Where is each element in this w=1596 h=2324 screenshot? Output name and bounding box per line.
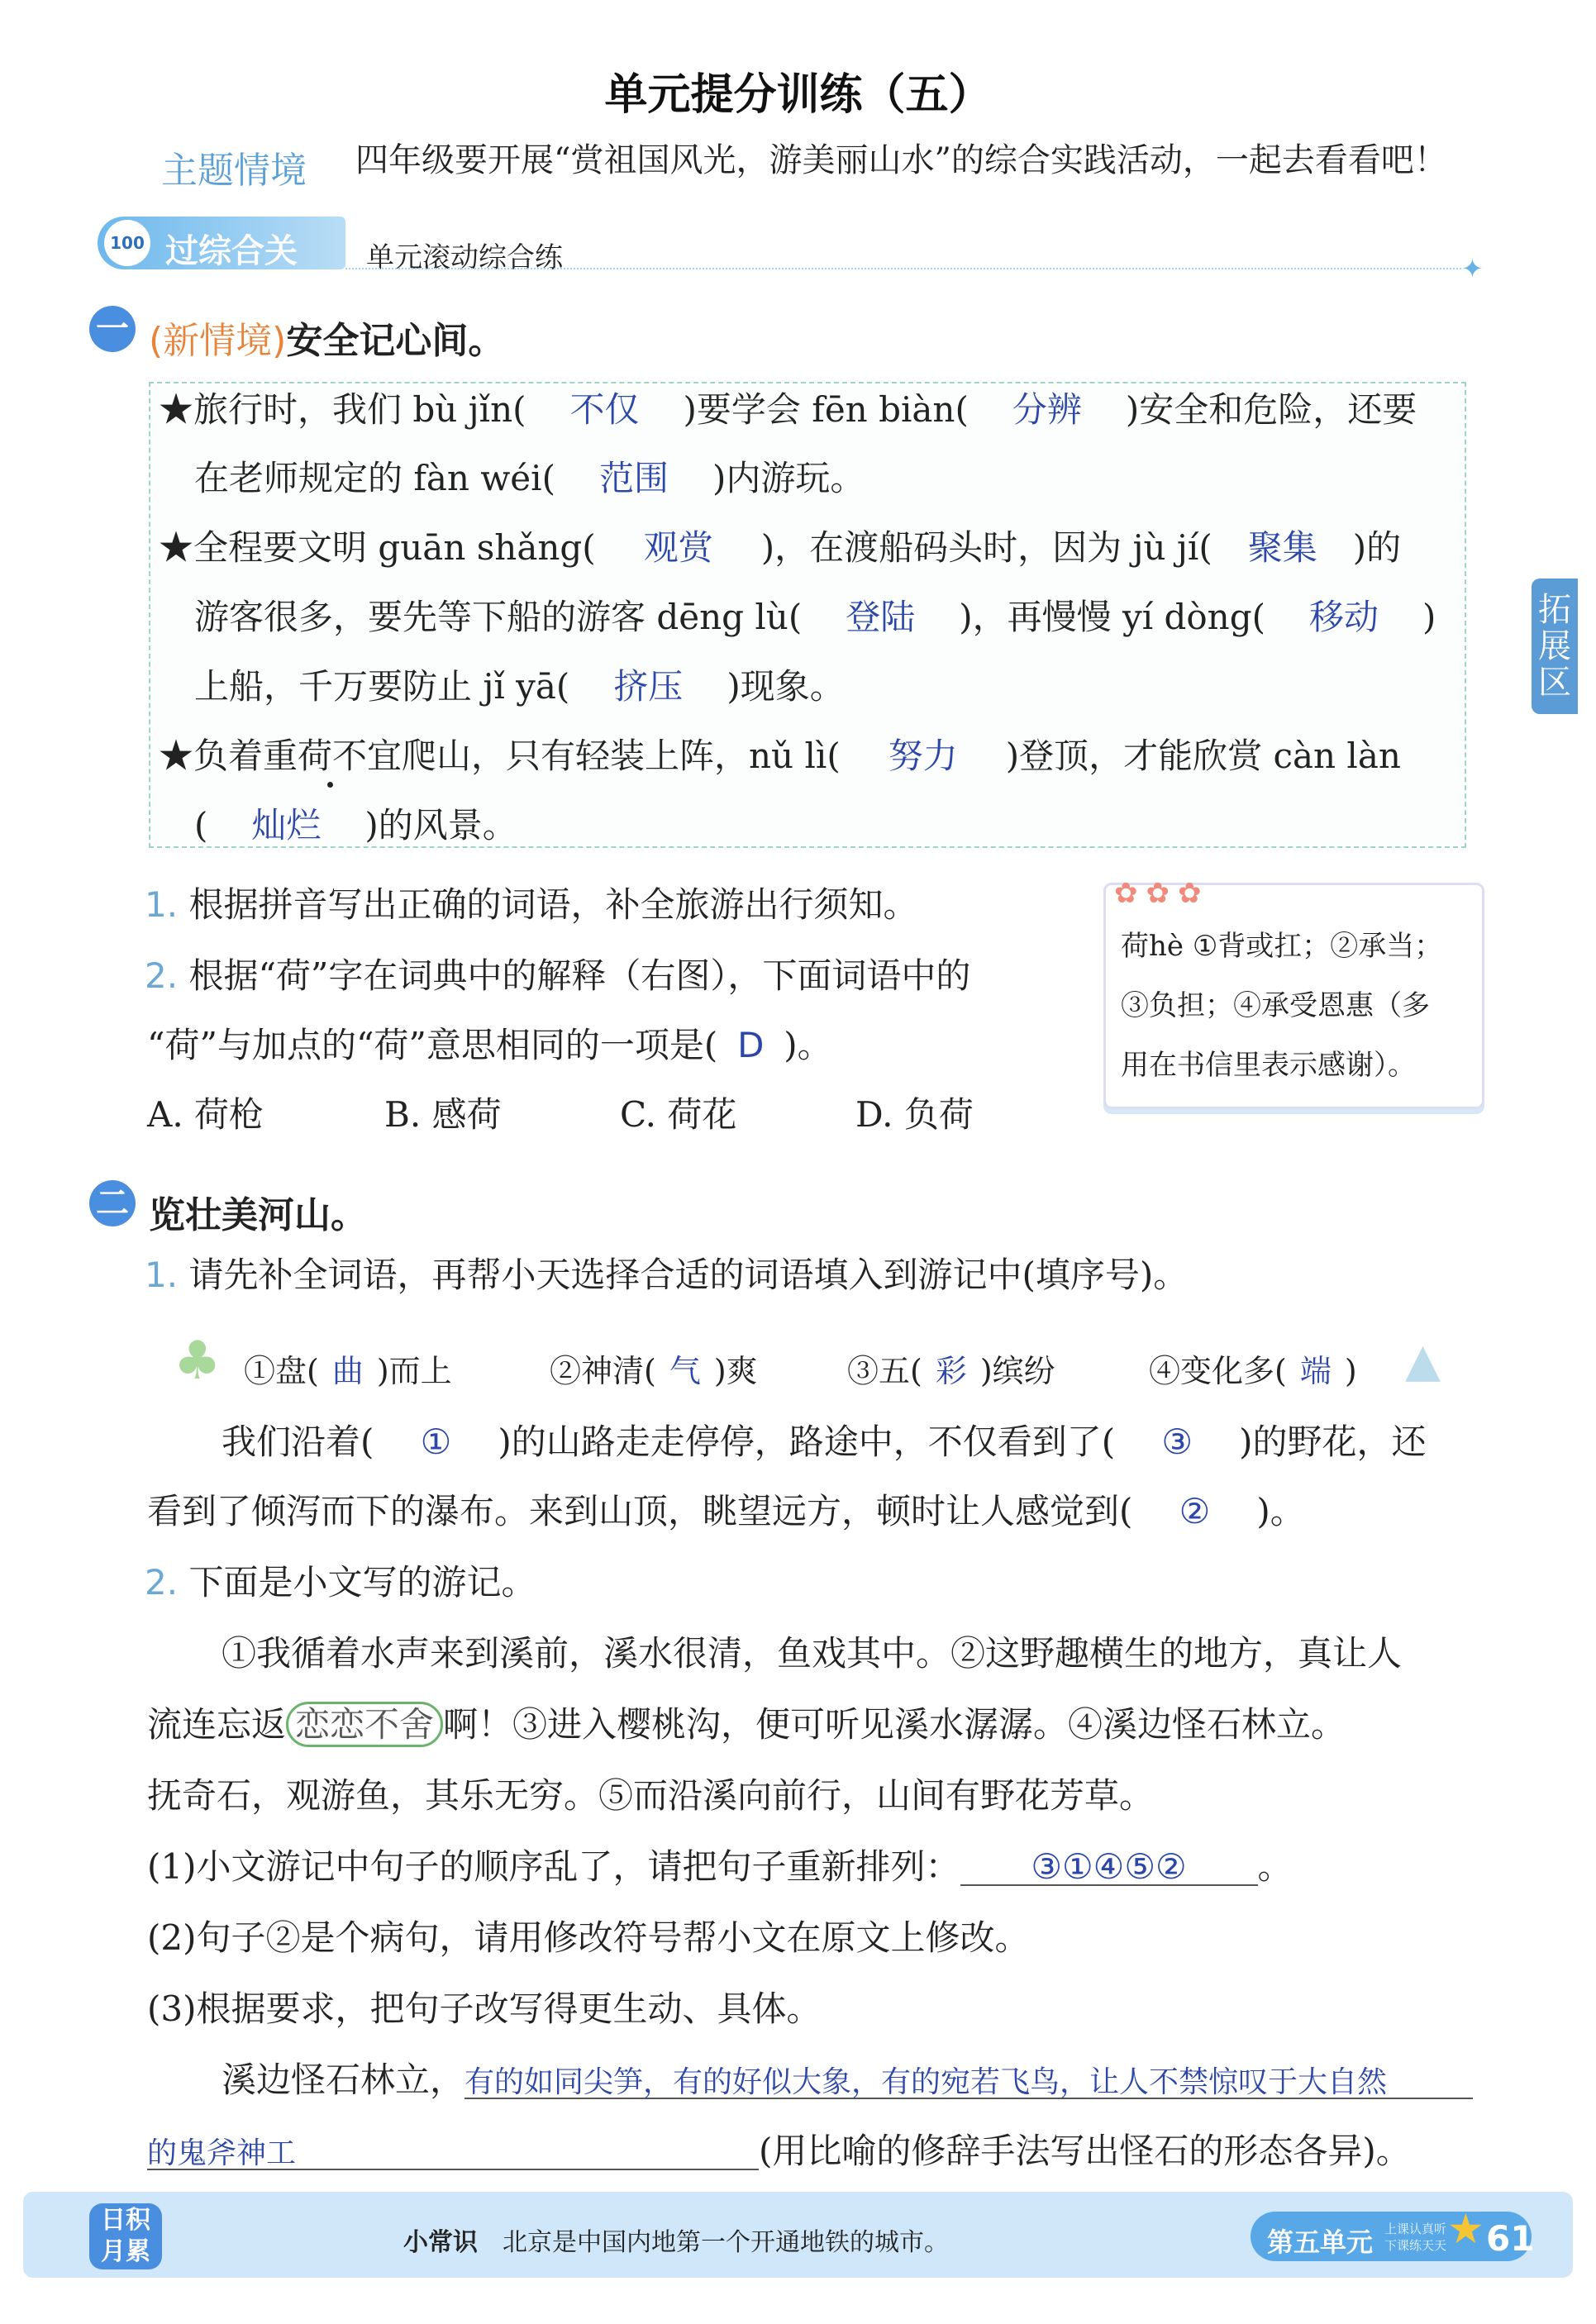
question-text: 根据拼音写出正确的词语，补全旅游出行须知。 — [188, 884, 918, 925]
note-text: )安全和危险，还要 — [1125, 389, 1417, 430]
note-text: )要学会 fēn biàn( — [683, 389, 969, 430]
note-text: )内游玩。 — [712, 458, 865, 498]
word-text: ③五( — [847, 1353, 922, 1389]
unit-badge — [1251, 2205, 1535, 2261]
star-mascot-icon: ★ — [1447, 2205, 1484, 2253]
banner-badge: 过综合关 — [165, 232, 298, 270]
note-line-3 — [159, 527, 1402, 568]
note-text: 上船，千万要防止 jǐ yā( — [194, 666, 570, 707]
word-text: )缤纷 — [979, 1353, 1055, 1389]
word-answer: 曲 — [331, 1353, 364, 1389]
mountain-icon: ▲ — [1405, 1334, 1441, 1388]
unit-small-1: 上课认真听 — [1384, 2222, 1447, 2236]
word-choice-4 — [1149, 1355, 1357, 1387]
note-line-6 — [159, 736, 1401, 776]
word-text: ) — [1344, 1353, 1357, 1389]
word-answer: 气 — [669, 1353, 701, 1389]
essay-text: 流连忘返 — [147, 1704, 287, 1745]
option-d: D. 负荷 — [855, 1094, 974, 1135]
tree-icon: ♣ — [174, 1331, 222, 1392]
passage-text: )。 — [1256, 1491, 1305, 1531]
rewrite-hint: (用比喻的修辞手法写出怪石的形态各异)。 — [759, 2131, 1411, 2171]
badge-100-icon: 100 — [104, 220, 150, 266]
passage-text: 看到了倾泻而下的瀑布。来到山顶，眺望远方，顿时让人感觉到( — [147, 1491, 1133, 1531]
word-text: ①盘( — [244, 1353, 319, 1389]
note-text: 在老师规定的 fàn wéi( — [194, 458, 555, 498]
word-text: )爽 — [713, 1353, 758, 1389]
essay-line-3: 抚奇石，观游鱼，其乐无穷。⑤而沿溪向前行，山间有野花芳草。 — [147, 1775, 1155, 1816]
s2-question-2 — [145, 1562, 536, 1603]
footer-tip — [403, 2222, 949, 2258]
s2-question-1 — [145, 1255, 1189, 1295]
sub-question-text: (1)小文游记中句子的顺序乱了，请把句子重新排列： — [147, 1846, 960, 1887]
note-text: ★负着重荷不宜爬山，只有轻装上阵，nǔ lì( — [159, 736, 841, 776]
answer-jiya: 挤压 — [613, 666, 684, 707]
side-tab-expansion: 拓展区 — [1532, 579, 1578, 714]
passage-text: )的野花，还 — [1239, 1422, 1427, 1462]
tip-text: 北京是中国内地第一个开通地铁的城市。 — [503, 2228, 949, 2257]
answer-q2: D — [737, 1025, 765, 1065]
footer-bar — [23, 2192, 1573, 2278]
option-b: B. 感荷 — [384, 1094, 502, 1135]
answer-denglu: 登陆 — [846, 597, 916, 637]
word-text: ④变化多( — [1149, 1353, 1287, 1389]
unit-small-2: 下课练天天 — [1384, 2238, 1447, 2253]
dictionary-box — [1103, 877, 1484, 1109]
note-text: )的风景。 — [364, 805, 517, 845]
note-text: 游客很多，要先等下船的游客 dēng lù( — [194, 597, 803, 637]
note-text: )现象。 — [727, 666, 845, 707]
note-text: )的 — [1352, 527, 1402, 568]
unit-label: 第五单元 — [1267, 2226, 1374, 2258]
answer-nuli: 努力 — [888, 736, 958, 776]
section2-number: 二 — [89, 1180, 136, 1226]
question-text: 下面是小文写的游记。 — [188, 1562, 536, 1603]
word-text: ②神清( — [550, 1353, 656, 1389]
note-text: ( — [194, 805, 208, 845]
theme-text: 四年级要开展“赏祖国风光，游美丽山水”的综合实践活动，一起去看看吧！ — [355, 141, 1447, 179]
passage-answer-1: ① — [420, 1422, 452, 1462]
sub-question-text: 。 — [1257, 1846, 1293, 1887]
star-icon: ✦ — [1461, 253, 1484, 284]
s1-question-1 — [145, 884, 918, 925]
question-number: 2. — [145, 955, 179, 996]
question-number: 1. — [145, 884, 179, 925]
answer-yidong: 移动 — [1308, 597, 1379, 637]
word-choice-3 — [847, 1355, 1055, 1387]
dictionary-line-1: 荷hè ①背或扛；②承当； — [1121, 930, 1443, 963]
section1-number: 一 — [89, 306, 136, 352]
answer-juji: 聚集 — [1247, 527, 1317, 568]
passage-text: 我们沿着( — [222, 1422, 374, 1462]
note-line-7 — [194, 805, 517, 845]
banner — [98, 217, 1486, 284]
passage-answer-2: ③ — [1161, 1422, 1193, 1462]
page-title: 单元提分训练（五） — [604, 70, 992, 120]
footer-logo: 日积月累 — [89, 2203, 162, 2269]
word-text: )而上 — [376, 1353, 452, 1389]
note-text: )，在渡船码头时，因为 jù jí( — [760, 527, 1212, 568]
section1-heading — [149, 311, 504, 364]
flower-icon: ✿✿✿ — [1114, 877, 1210, 910]
question-text: )。 — [784, 1025, 832, 1065]
rewrite-line-1 — [222, 2060, 1473, 2100]
note-text: ) — [1422, 597, 1436, 637]
sub-answer-order: ③①④⑤② — [960, 1850, 1258, 1886]
banner-subtitle: 单元滚动综合练 — [366, 241, 563, 274]
section2-title: 览壮美河山。 — [149, 1194, 367, 1236]
theme-label: 主题情境 — [161, 150, 307, 192]
note-line-2 — [194, 458, 865, 498]
rewrite-answer-1: 有的如同尖笋，有的好似大象，有的宛若飞鸟，让人不禁惊叹于大自然 — [465, 2068, 1473, 2099]
question-number: 1. — [145, 1255, 179, 1295]
s1-question-2 — [145, 955, 971, 996]
note-text: )登顶，才能欣赏 càn làn — [1005, 736, 1401, 776]
question-text: 请先补全词语，再帮小天选择合适的词语填入到游记中(填序号)。 — [188, 1255, 1189, 1295]
passage-line-1 — [222, 1422, 1427, 1462]
answer-guanshang: 观赏 — [643, 527, 713, 568]
answer-canlan: 灿烂 — [251, 805, 322, 845]
rewrite-line-2 — [147, 2131, 1411, 2171]
question-text: “荷”与加点的“荷”意思相同的一项是( — [147, 1025, 718, 1065]
note-line-4 — [194, 597, 1436, 637]
answer-fanwei: 范围 — [598, 458, 669, 498]
note-text: )，再慢慢 yí dòng( — [959, 597, 1265, 637]
passage-line-2 — [147, 1491, 1305, 1531]
passage-answer-3: ② — [1179, 1491, 1211, 1531]
note-text: ★旅行时，我们 bù jǐn( — [159, 389, 526, 430]
word-answer: 彩 — [935, 1353, 967, 1389]
option-a: A. 荷枪 — [147, 1094, 264, 1135]
emphasis-dot — [327, 782, 333, 788]
word-choice-2 — [550, 1355, 758, 1387]
section1-tag: (新情境) — [149, 320, 287, 362]
dictionary-line-2: ③负担；④承受恩惠（多 — [1121, 989, 1430, 1022]
answer-bujin: 不仅 — [569, 389, 640, 430]
sub-question-2: (2)句子②是个病句，请用修改符号帮小文在原文上修改。 — [147, 1917, 1030, 1958]
dictionary-line-3: 用在书信里表示感谢）。 — [1121, 1049, 1416, 1082]
sub-question-3: (3)根据要求，把句子改写得更生动、具体。 — [147, 1988, 822, 2029]
s1-question-2-cont — [147, 1025, 832, 1065]
note-line-5 — [194, 666, 845, 707]
essay-line-2 — [147, 1704, 1346, 1745]
page-number: 61 — [1486, 2218, 1535, 2259]
question-text: 根据“荷”字在词典中的解释（右图），下面词语中的 — [188, 955, 971, 996]
tip-label: 小常识 — [403, 2228, 478, 2257]
passage-text: )的山路走走停停，路途中，不仅看到了( — [498, 1422, 1116, 1462]
sub-question-1 — [147, 1846, 1293, 1887]
banner-line — [345, 268, 1461, 269]
rewrite-lead: 溪边怪石林立， — [222, 2060, 465, 2100]
option-c: C. 荷花 — [620, 1094, 737, 1135]
word-choice-1 — [244, 1355, 452, 1387]
answer-fenbian: 分辨 — [1012, 389, 1082, 430]
question-number: 2. — [145, 1562, 179, 1603]
note-line-1 — [159, 389, 1417, 430]
corrected-word: 恋恋不舍 — [286, 1702, 443, 1747]
rewrite-answer-2: 的鬼斧神工 — [147, 2139, 759, 2170]
note-text: ★全程要文明 guān shǎng( — [159, 527, 596, 568]
section1-title: 安全记心间。 — [286, 320, 505, 362]
word-answer: 端 — [1299, 1353, 1332, 1389]
essay-text: 啊！③进入樱桃沟，便可听见溪水潺潺。④溪边怪石林立。 — [443, 1704, 1346, 1745]
essay-line-1: ①我循着水声来到溪前，溪水很清，鱼戏其中。②这野趣横生的地方，真让人 — [222, 1633, 1403, 1674]
